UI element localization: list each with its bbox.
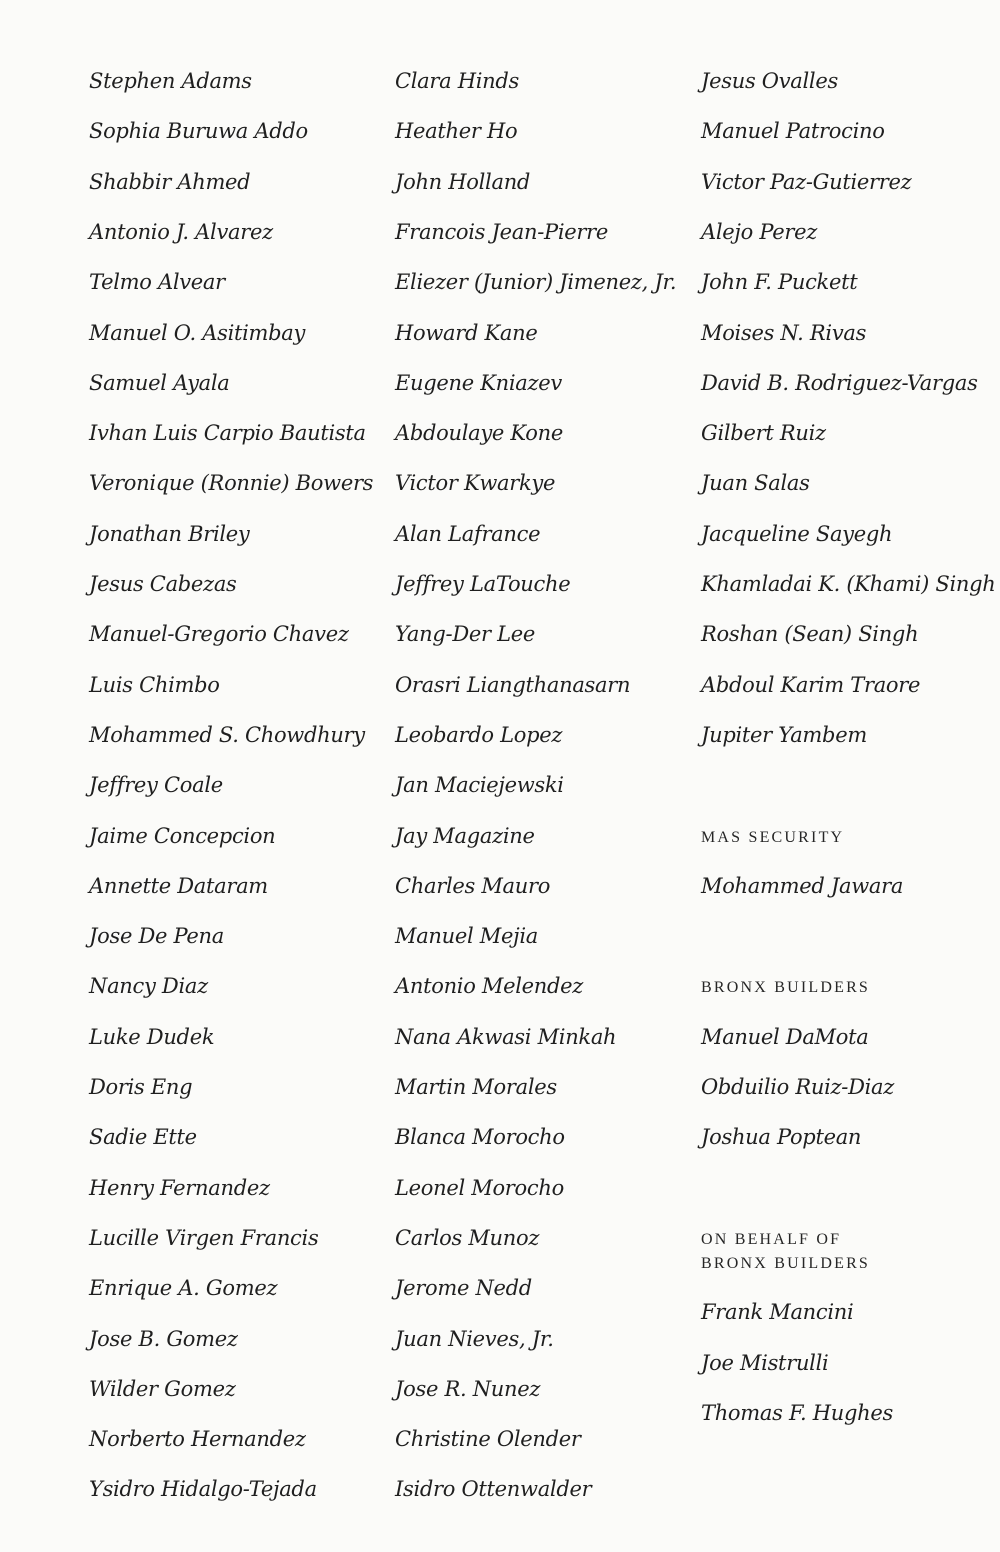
section-heading: MAS SECURITY <box>701 828 845 846</box>
person-name: Shabbir Ahmed <box>89 169 251 194</box>
person-name: Ivhan Luis Carpio Bautista <box>89 421 366 446</box>
person-name: Jerome Nedd <box>395 1276 532 1301</box>
person-name: Victor Paz-Gutierrez <box>701 169 912 194</box>
person-name: Jacqueline Sayegh <box>701 521 893 546</box>
person-name: Alejo Perez <box>701 219 817 244</box>
person-name: Eliezer (Junior) Jimenez, Jr. <box>395 270 677 295</box>
person-name: Orasri Liangthanasarn <box>395 672 631 697</box>
person-name: Mohammed S. Chowdhury <box>89 722 365 747</box>
person-name: John Holland <box>395 169 531 194</box>
person-name: Jesus Cabezas <box>89 572 237 596</box>
person-name: Juan Nieves, Jr. <box>395 1326 554 1351</box>
person-name: Sadie Ette <box>89 1125 197 1150</box>
person-name: Jaime Concepcion <box>89 823 276 848</box>
person-name: Leonel Morocho <box>395 1175 564 1200</box>
person-name: Jay Magazine <box>395 823 535 848</box>
person-name: Samuel Ayala <box>89 370 230 395</box>
person-name: Jose B. Gomez <box>89 1326 238 1351</box>
person-name: Abdoul Karim Traore <box>701 672 921 697</box>
person-name: Christine Olender <box>395 1427 581 1452</box>
person-name: Leobardo Lopez <box>395 722 563 747</box>
person-name: Antonio J. Alvarez <box>89 219 273 244</box>
person-name: Heather Ho <box>395 119 518 144</box>
person-name: Roshan (Sean) Singh <box>701 622 919 647</box>
person-name: Jose R. Nunez <box>395 1376 541 1401</box>
person-name: Yang-Der Lee <box>395 622 535 647</box>
person-name: Telmo Alvear <box>89 270 225 295</box>
person-name: Joshua Poptean <box>701 1125 862 1150</box>
person-name: Veronique (Ronnie) Bowers <box>89 471 374 496</box>
person-name: Norberto Hernandez <box>89 1427 306 1452</box>
person-name: Luis Chimbo <box>89 672 220 697</box>
person-name: Jose De Pena <box>89 924 224 949</box>
person-name: Isidro Ottenwalder <box>395 1477 592 1502</box>
person-name: Clara Hinds <box>395 69 520 93</box>
person-name: Jan Maciejewski <box>395 773 564 798</box>
person-name: Stephen Adams <box>89 69 252 93</box>
person-name: Khamladai K. (Khami) Singh <box>701 572 996 596</box>
person-name: Nana Akwasi Minkah <box>395 1024 617 1049</box>
person-name: Luke Dudek <box>89 1024 215 1049</box>
person-name: John F. Puckett <box>701 270 858 295</box>
person-name: Jonathan Briley <box>89 521 250 546</box>
person-name: Frank Mancini <box>701 1300 854 1325</box>
person-name: Henry Fernandez <box>89 1175 270 1200</box>
person-name: Francois Jean-Pierre <box>395 219 608 244</box>
person-name: Manuel Patrocino <box>701 119 885 144</box>
section-heading: ON BEHALF OF <box>701 1230 842 1248</box>
person-name: Blanca Morocho <box>395 1125 565 1150</box>
person-name: Doris Eng <box>89 1075 193 1099</box>
person-name: Charles Mauro <box>395 873 551 898</box>
person-name: David B. Rodriguez-Vargas <box>701 370 978 395</box>
section-heading: BRONX BUILDERS <box>701 979 871 997</box>
person-name: Howard Kane <box>395 320 538 345</box>
person-name: Jesus Ovalles <box>701 69 838 93</box>
person-name: Mohammed Jawara <box>701 873 904 898</box>
person-name: Obduilio Ruiz-Diaz <box>701 1075 895 1099</box>
person-name: Victor Kwarkye <box>395 471 556 496</box>
person-name: Jeffrey LaTouche <box>395 572 571 596</box>
person-name: Wilder Gomez <box>89 1376 236 1401</box>
person-name: Alan Lafrance <box>395 521 541 546</box>
person-name: Antonio Melendez <box>395 974 584 999</box>
person-name: Jupiter Yambem <box>701 722 867 747</box>
person-name: Manuel Mejia <box>395 924 538 949</box>
person-name: Jeffrey Coale <box>89 773 223 798</box>
person-name: Annette Dataram <box>89 873 268 898</box>
person-name: Thomas F. Hughes <box>701 1400 893 1425</box>
person-name: Abdoulaye Kone <box>395 421 563 446</box>
person-name: Carlos Munoz <box>395 1225 540 1250</box>
person-name: Lucille Virgen Francis <box>89 1225 319 1250</box>
person-name: Ysidro Hidalgo-Tejada <box>89 1477 317 1502</box>
person-name: Enrique A. Gomez <box>89 1276 278 1301</box>
person-name: Martin Morales <box>395 1075 557 1099</box>
person-name: Moises N. Rivas <box>701 320 867 345</box>
person-name: Manuel DaMota <box>701 1024 869 1049</box>
person-name: Joe Mistrulli <box>701 1350 829 1375</box>
person-name: Gilbert Ruiz <box>701 421 826 446</box>
person-name: Juan Salas <box>701 471 810 496</box>
section-heading: BRONX BUILDERS <box>701 1254 871 1272</box>
person-name: Eugene Kniazev <box>395 370 562 395</box>
person-name: Manuel-Gregorio Chavez <box>89 622 349 647</box>
person-name: Manuel O. Asitimbay <box>89 320 306 345</box>
person-name: Nancy Diaz <box>89 974 208 999</box>
person-name: Sophia Buruwa Addo <box>89 119 308 144</box>
